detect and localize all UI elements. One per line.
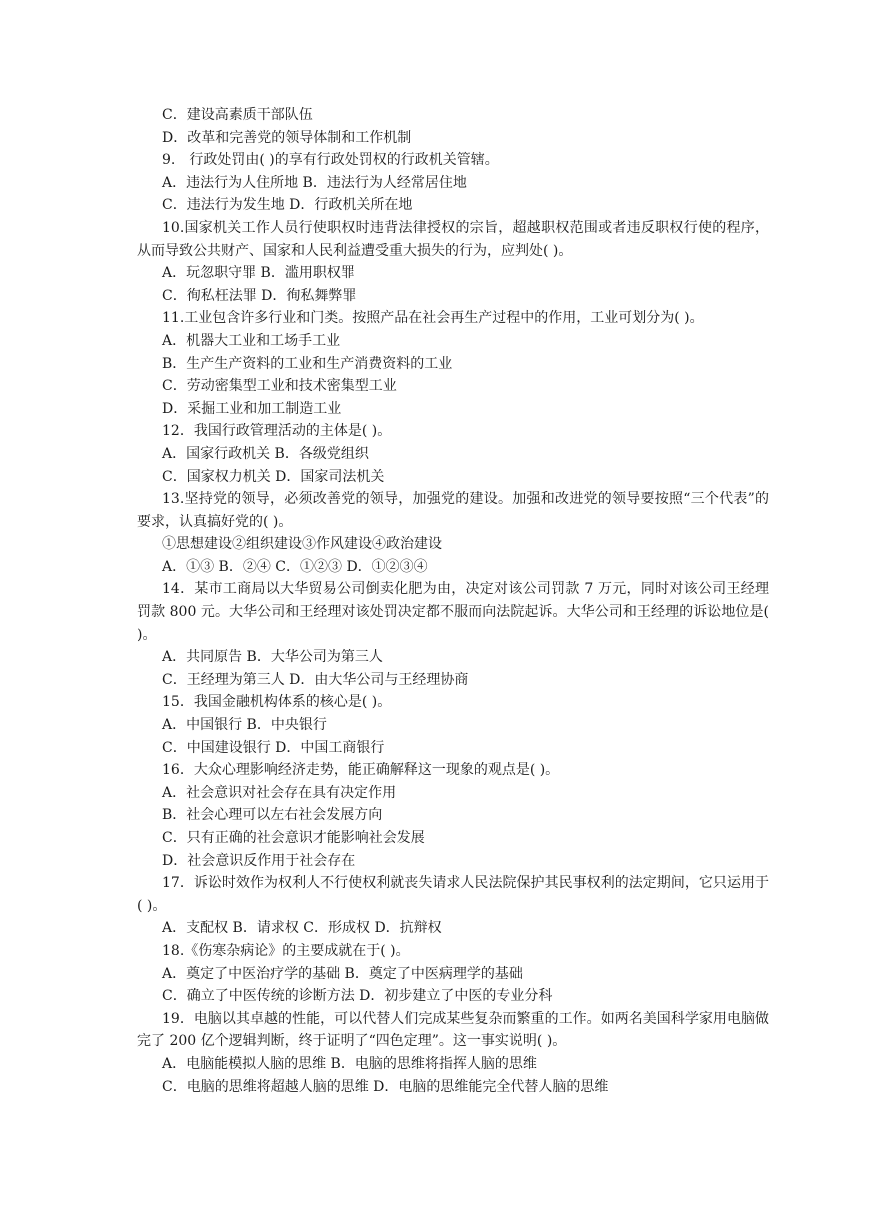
option-line: A．支配权 B．请求权 C．形成权 D．抗辩权 — [162, 920, 442, 937]
option-line: A．违法行为人住所地 B．违法行为人经常居住地 — [162, 174, 467, 191]
question-17: 17．诉讼时效作为权利人不行使权利就丧失请求人民法院保护其民事权利的法定期间，它只运用于( )。 — [137, 875, 769, 914]
option-line: C．只有正确的社会意识才能影响社会发展 — [162, 830, 425, 846]
option-line: C．电脑的思维将超越人脑的思维 D．电脑的思维能完全代替人脑的思维 — [162, 1078, 609, 1095]
question-11: 11.工业包含许多行业和门类。按照产品在社会再生产过程中的作用，工业可划分为( )。 — [162, 310, 704, 327]
option-line: C．徇私枉法罪 D．徇私舞弊罪 — [162, 287, 357, 304]
option-line: A．奠定了中医治疗学的基础 B．奠定了中医病理学的基础 — [162, 965, 523, 982]
question-9: 9. 行政处罚由( )的享有行政处罚权的行政机关管辖。 — [162, 152, 499, 169]
option-line: C．国家权力机关 D．国家司法机关 — [162, 468, 385, 485]
question-15: 15．我国金融机构体系的核心是( )。 — [162, 694, 392, 711]
option-line: A．中国银行 B．中央银行 — [162, 717, 327, 734]
option-line: A．玩忽职守罪 B．滥用职权罪 — [162, 265, 355, 282]
option-line: A．电脑能模拟人脑的思维 B．电脑的思维将指挥人脑的思维 — [162, 1055, 537, 1072]
option-line: A．国家行政机关 B．各级党组织 — [162, 445, 369, 462]
option-line: D．改革和完善党的领导体制和工作机制 — [162, 129, 412, 146]
option-line: B．社会心理可以左右社会发展方向 — [162, 807, 383, 824]
question-18: 18.《伤寒杂病论》的主要成就在于( )。 — [162, 942, 410, 959]
option-line: C．确立了中医传统的诊断方法 D．初步建立了中医的专业分科 — [162, 988, 553, 1005]
question-12: 12．我国行政管理活动的主体是( )。 — [162, 423, 392, 440]
question-list — [137, 104, 769, 1098]
option-line: A．机器大工业和工场手工业 — [162, 332, 341, 349]
option-line: A．社会意识对社会存在具有决定作用 — [162, 784, 397, 801]
option-line: B．生产生产资料的工业和生产消费资料的工业 — [162, 355, 453, 372]
question-13: 13.坚持党的领导，必须改善党的领导，加强党的建设。加强和改进党的领导要按照“三个代表”的要求，认真搞好党的( )。 — [137, 491, 769, 530]
question-10: 10.国家机关工作人员行使职权时违背法律授权的宗旨，超越职权范围或者违反职权行使的程序，从而导致公共财产、国家和人民利益遭受重大损失的行为，应判处( )。 — [137, 219, 769, 259]
option-line: C．建设高素质干部队伍 — [162, 107, 313, 123]
option-line: A．共同原告 B．大华公司为第三人 — [162, 649, 383, 666]
option-line: D．社会意识反作用于社会存在 — [162, 852, 356, 869]
option-line: D．采掘工业和加工制造工业 — [162, 400, 342, 417]
question-16: 16．大众心理影响经济走势，能正确解释这一现象的观点是( )。 — [162, 762, 560, 779]
option-line: C．中国建设银行 D．中国工商银行 — [162, 739, 385, 756]
option-line: ①思想建设②组织建设③作风建设④政治建设 — [162, 536, 442, 553]
option-line: C．违法行为发生地 D．行政机关所在地 — [162, 197, 413, 214]
question-19: 19．电脑以其卓越的性能，可以代替人们完成某些复杂而繁重的工作。如两名美国科学家用电脑做完了 200 亿个逻辑判断，终于证明了“四色定理”。这一事实说明( )。 — [137, 1010, 769, 1050]
option-line: C．劳动密集型工业和技术密集型工业 — [162, 378, 397, 395]
option-line: C．王经理为第三人 D．由大华公司与王经理协商 — [162, 671, 469, 688]
question-14: 14．某市工商局以大华贸易公司倒卖化肥为由，决定对该公司罚款 7 万元，同时对该公司王经理罚款 800 元。大华公司和王经理对该处罚决定都不服而向法院起诉。大华公司和王经理的诉讼地位是( )。 — [137, 581, 769, 643]
option-line: A．①③ B．②④ C．①②③ D．①②③④ — [162, 558, 428, 575]
